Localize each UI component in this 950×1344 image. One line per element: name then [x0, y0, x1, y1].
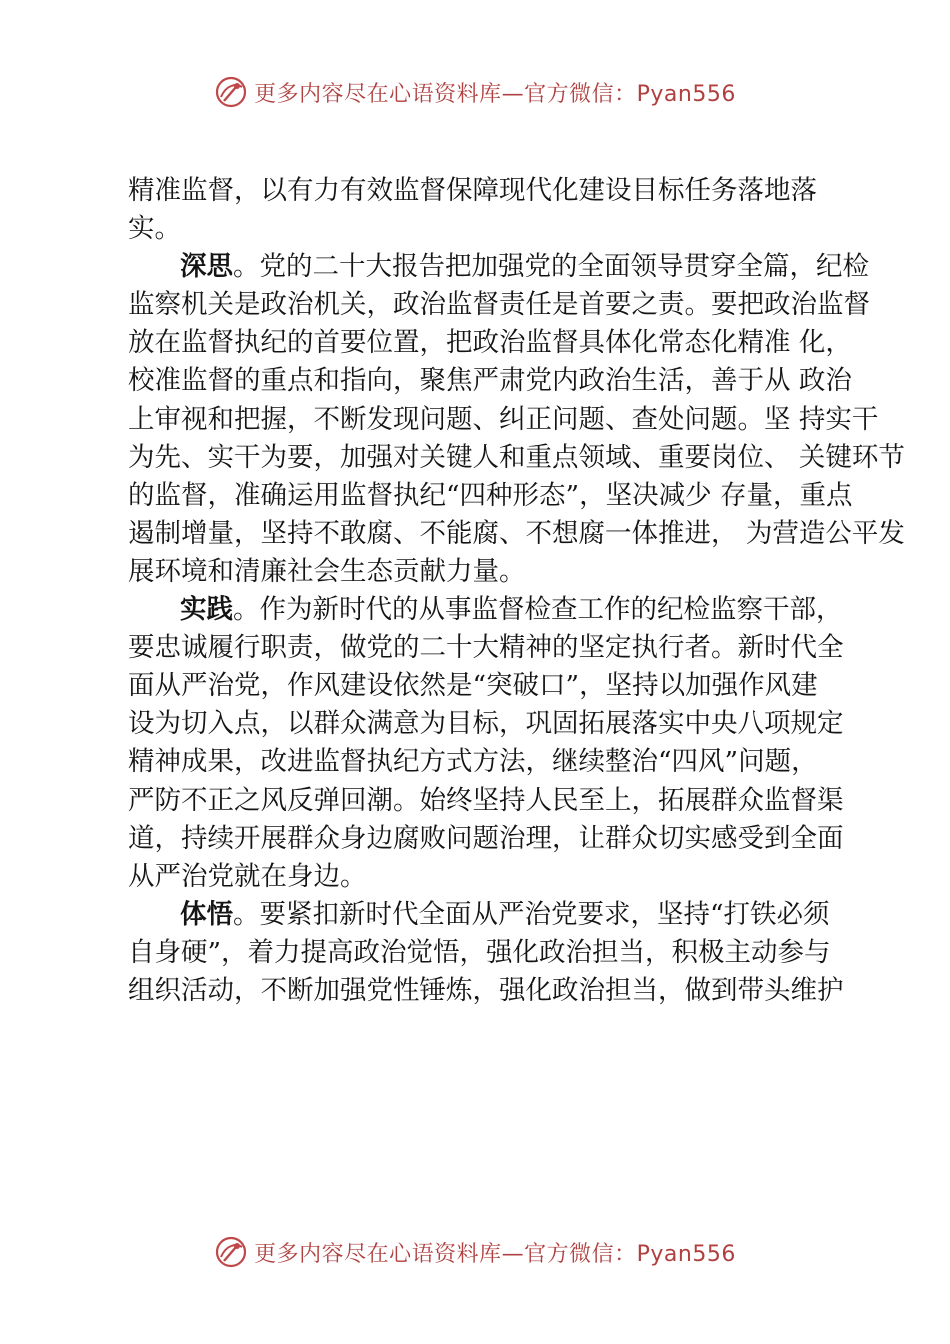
line-text: 实。 [128, 213, 181, 245]
line-text: 精神成果，改进监督执纪方式方法，继续整治“四风”问题， [128, 746, 818, 778]
text-line [128, 896, 856, 934]
line-text: 自身硬”，着力提高政治觉悟，强化政治担当，积极主动参与 [128, 936, 831, 968]
text-line [128, 210, 856, 248]
line-text: 。党的二十大报告把加强党的全面领导贯穿全篇，纪检 [233, 251, 869, 283]
text-line [128, 782, 856, 820]
line-text: 校准监督的重点和指向，聚焦严肃党内政治生活，善于从 政治 [128, 365, 852, 397]
line-text: 设为切入点，以群众满意为目标，巩固拓展落实中央八项规定 [128, 708, 844, 740]
line-text: 展环境和清廉社会生态贡献力量。 [128, 555, 526, 587]
text-line [128, 591, 856, 629]
text-line [128, 934, 856, 972]
line-text: 严防不正之风反弹回潮。始终坚持人民至上，拓展群众监督渠 [128, 784, 844, 816]
text-line [128, 553, 856, 591]
watermark-text: 更多内容尽在心语资料库—官方微信：Pyan556 [254, 1241, 736, 1267]
section-keyword: 实践 [180, 594, 233, 626]
header-watermark [0, 70, 950, 114]
line-text: 要忠诚履行职责，做党的二十大精神的坚定执行者。新时代全 [128, 632, 844, 664]
section-keyword: 体悟 [180, 898, 233, 930]
text-line [128, 477, 856, 515]
line-text: 。作为新时代的从事监督检查工作的纪检监察干部， [233, 594, 843, 626]
text-line [128, 324, 856, 362]
line-text: 监察机关是政治机关，政治监督责任是首要之责。要把政治监督 [128, 289, 870, 321]
watermark-logo-icon [214, 75, 248, 109]
line-text: 放在监督执纪的首要位置，把政治监督具体化常态化精准 化， [128, 327, 852, 359]
watermark-text: 更多内容尽在心语资料库—官方微信：Pyan556 [254, 81, 736, 107]
text-line [128, 248, 869, 286]
text-line [128, 743, 856, 781]
text-line [128, 439, 905, 477]
text-line [128, 667, 856, 705]
text-line [128, 705, 856, 743]
text-line [128, 172, 856, 210]
text-line [128, 972, 856, 1010]
text-line [128, 362, 856, 400]
text-line [128, 401, 879, 439]
text-line [128, 858, 856, 896]
line-text: 的监督，准确运用监督执纪“四种形态”，坚决减少 存量，重点 [128, 479, 853, 511]
text-line [128, 820, 856, 858]
text-line [128, 286, 870, 324]
line-text: 精准监督，以有力有效监督保障现代化建设目标任务落地落 [128, 175, 817, 206]
section-keyword: 深思 [180, 251, 233, 283]
line-text: 遏制增量，坚持不敢腐、不能腐、不想腐一体推进， 为营造公平发 [128, 517, 905, 549]
line-text: 道，持续开展群众身边腐败问题治理，让群众切实感受到全面 [128, 822, 844, 854]
watermark-logo-icon [214, 1235, 248, 1269]
line-text: 上审视和把握，不断发现问题、纠正问题、查处问题。坚 持实干 [128, 403, 879, 435]
line-text: 为先、实干为要，加强对关键人和重点领域、重要岗位、 关键环节 [128, 441, 905, 473]
footer-watermark [0, 1230, 950, 1274]
line-text: 面从严治党，作风建设依然是“突破口”，坚持以加强作风建 [128, 670, 818, 702]
text-line [128, 515, 905, 553]
document-body [128, 172, 905, 1010]
text-line [128, 629, 856, 667]
line-text: 组织活动，不断加强党性锤炼，强化政治担当，做到带头维护 [128, 974, 844, 1006]
line-text: 从严治党就在身边。 [128, 860, 367, 892]
line-text: 。要紧扣新时代全面从严治党要求，坚持“打铁必须 [233, 898, 830, 930]
